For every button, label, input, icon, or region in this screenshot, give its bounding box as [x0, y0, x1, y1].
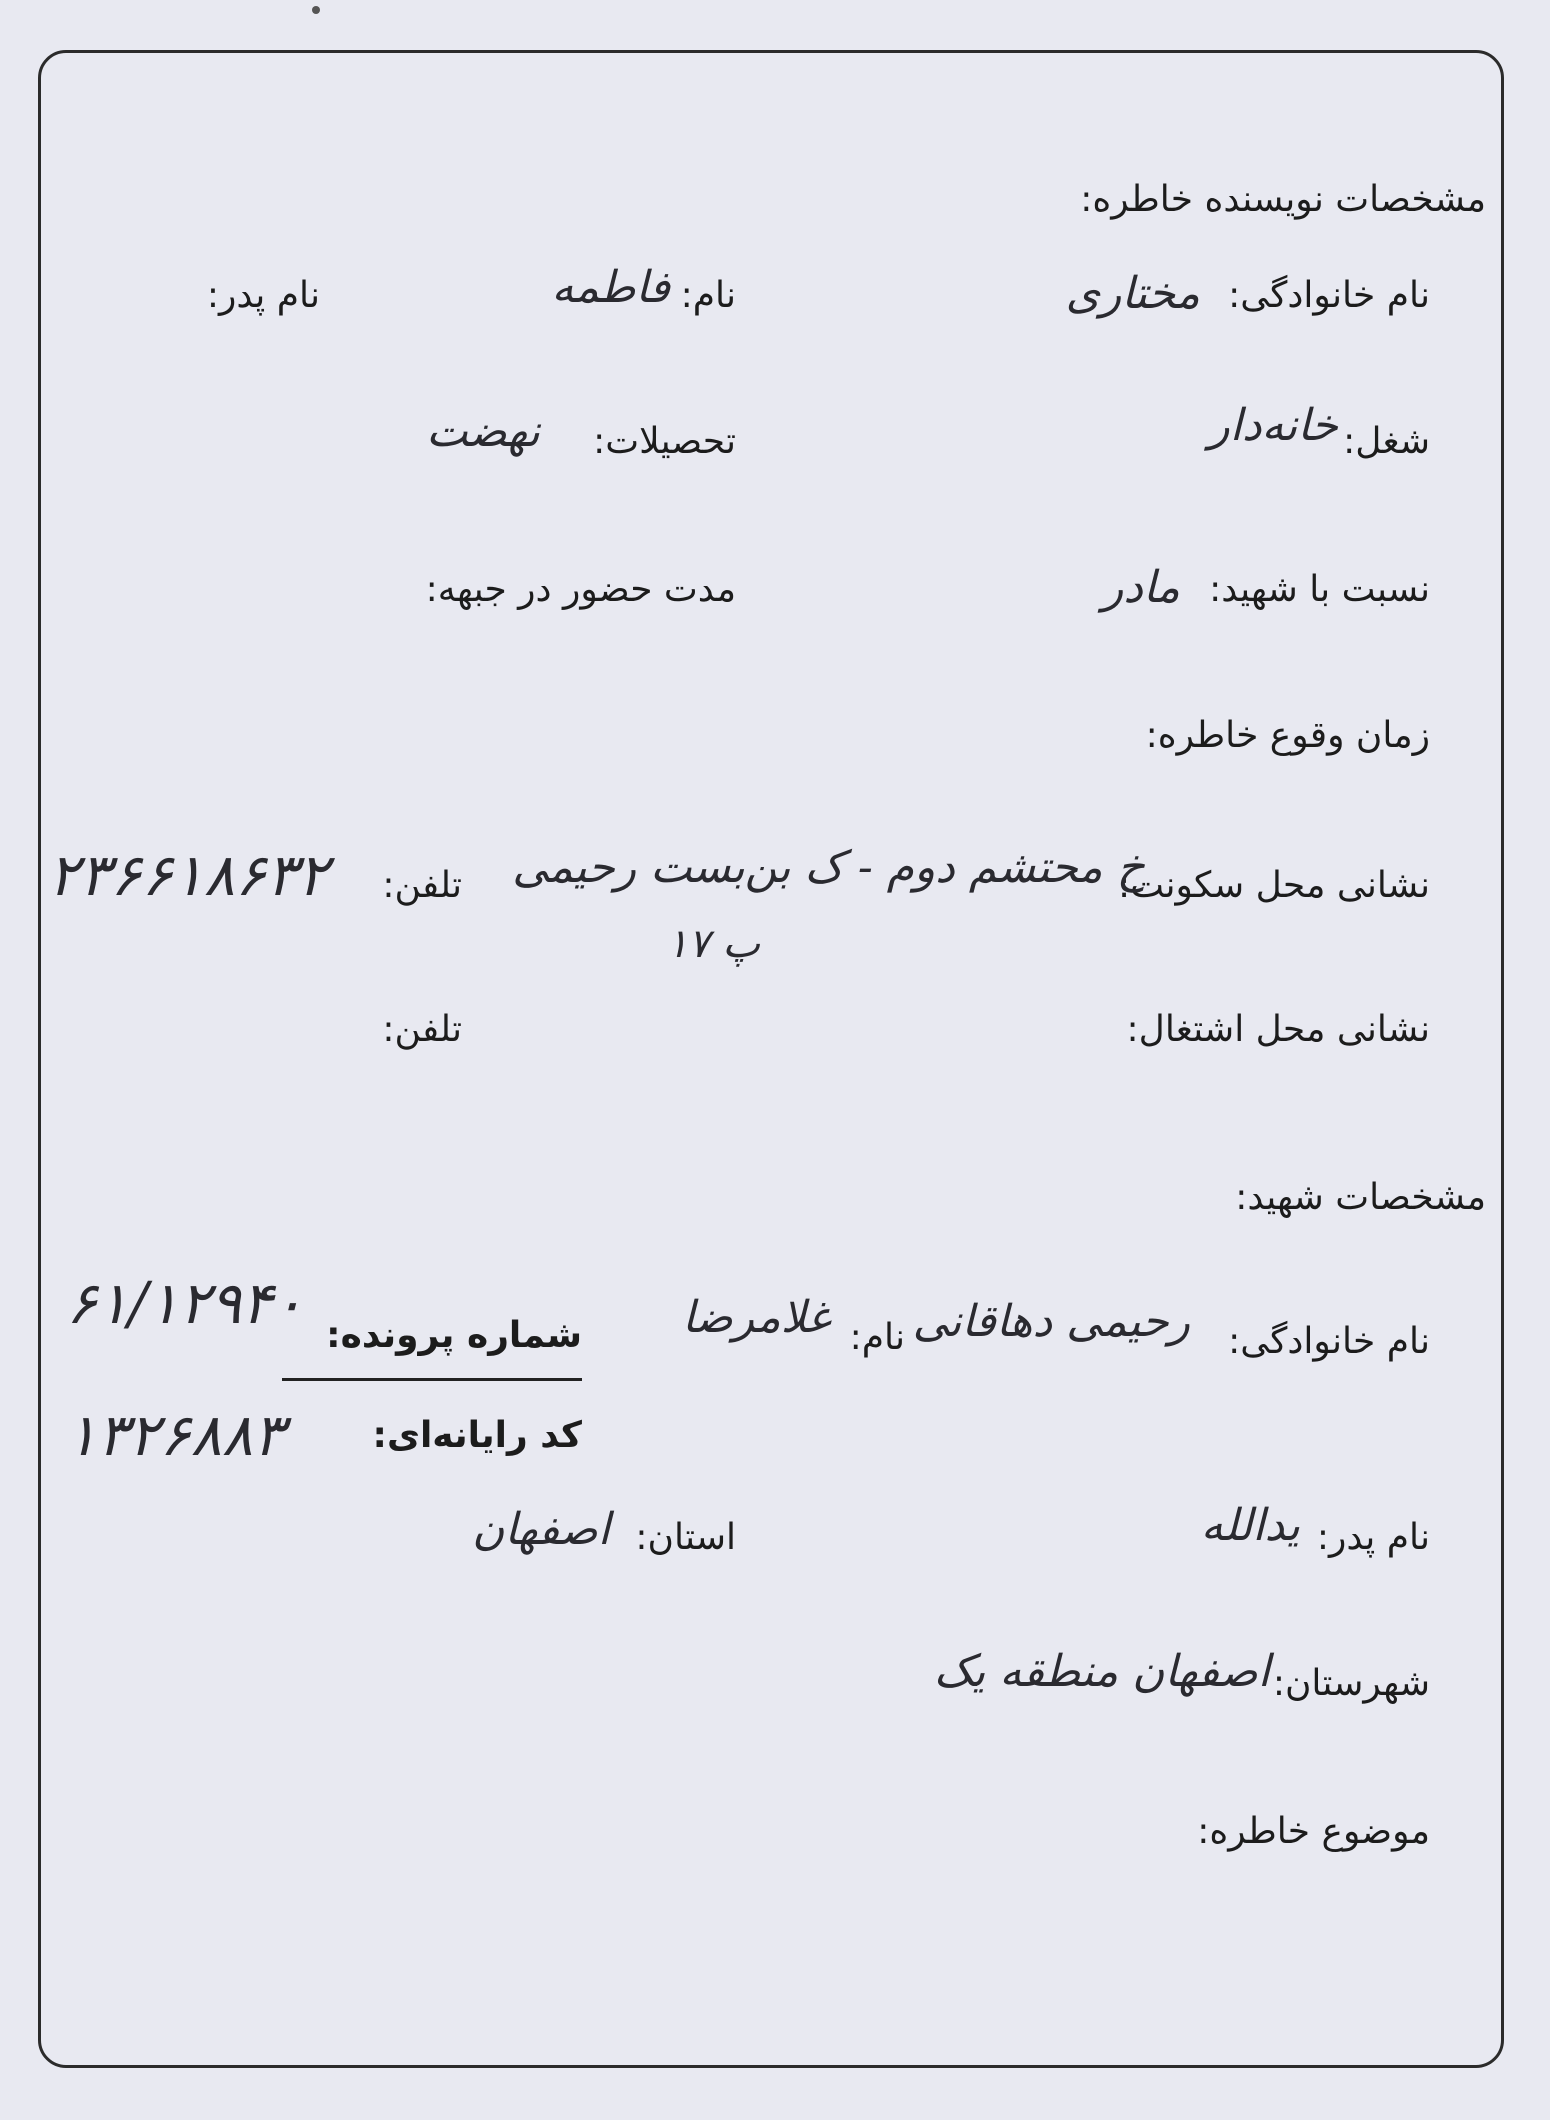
writer-relation-label: نسبت با شهید: [1209, 569, 1430, 610]
martyr-father-value: یدالله [1200, 1500, 1300, 1551]
martyr-file-number-value: ۶۱/۱۲۹۴۰ [66, 1269, 304, 1337]
writer-home-address-value: خ محتشم دوم - ک بن‌بست رحیمی [512, 842, 1145, 893]
martyr-surname-value: رحیمی دهاقانی [912, 1296, 1190, 1347]
martyr-heading: مشخصات شهید: [1235, 1177, 1486, 1218]
martyr-computer-code-value: ۱۳۲۶۸۸۳ [66, 1401, 285, 1469]
martyr-father-label: نام پدر: [1316, 1517, 1430, 1558]
writer-surname-label: نام خانوادگی: [1228, 275, 1430, 316]
martyr-province-label: استان: [635, 1517, 736, 1558]
martyr-memory-subject-label: موضوع خاطره: [1197, 1811, 1430, 1852]
scan-speck [312, 6, 320, 14]
writer-relation-value: مادر [1102, 562, 1180, 613]
martyr-name-value: غلامرضا [682, 1292, 830, 1343]
martyr-province-value: اصفهان [472, 1504, 610, 1555]
martyr-name-label: نام: [849, 1317, 905, 1358]
martyr-surname-label: نام خانوادگی: [1228, 1321, 1430, 1362]
writer-education-label: تحصیلات: [593, 421, 736, 462]
writer-home-address-label: نشانی محل سکونت: [1118, 865, 1430, 906]
martyr-computer-code-label: کد رایانه‌ای: [372, 1415, 582, 1456]
writer-job-label: شغل: [1343, 421, 1430, 462]
writer-memory-time-label: زمان وقوع خاطره: [1145, 715, 1430, 756]
martyr-city-label: شهرستان: [1272, 1663, 1430, 1704]
writer-job-value: خانه‌دار [1208, 400, 1338, 451]
writer-home-phone-value: ۲۳۶۶۱۸۶۳۲ [48, 841, 329, 909]
writer-father-label: نام پدر: [206, 275, 320, 316]
martyr-file-number-label: شماره پرونده: [326, 1315, 582, 1356]
martyr-city-value: اصفهان منطقه یک [933, 1646, 1270, 1697]
writer-home-plate-value: پ ۱۷ [666, 921, 760, 967]
writer-surname-value: مختاری [1065, 268, 1200, 319]
writer-home-phone-label: تلفن: [382, 865, 462, 906]
writer-work-address-label: نشانی محل اشتغال: [1126, 1009, 1430, 1050]
file-number-underline [282, 1378, 582, 1381]
writer-heading: مشخصات نویسنده خاطره: [1080, 179, 1486, 220]
writer-name-label: نام: [680, 275, 736, 316]
writer-front-duration-label: مدت حضور در جبهه: [425, 569, 736, 610]
form-border [38, 50, 1504, 2068]
writer-work-phone-label: تلفن: [382, 1009, 462, 1050]
writer-name-value: فاطمه [551, 262, 670, 313]
writer-education-value: نهضت [426, 406, 540, 457]
